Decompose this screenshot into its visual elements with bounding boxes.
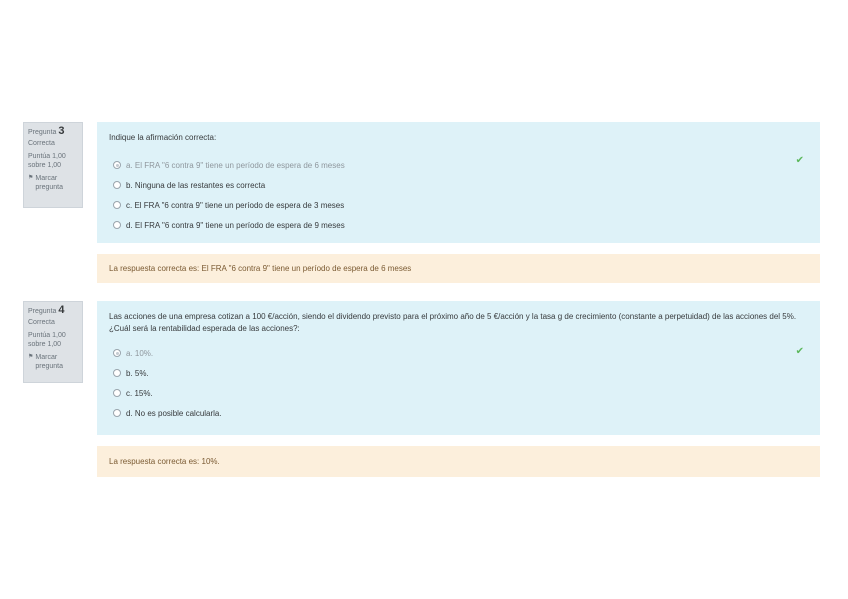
answer-label: d. No es posible calcularla. [126,408,222,418]
answer-option-a[interactable] [109,343,808,363]
radio-button[interactable] [113,161,121,169]
feedback-3 [97,254,820,283]
radio-button[interactable] [113,221,121,229]
question-number-line [28,127,78,137]
answer-label: c. El FRA "6 contra 9" tiene un período de espera de 3 meses [126,200,345,210]
answer-label: b. 5%. [126,368,149,378]
question-text: Las acciones de una empresa cotizan a 100 €/acción, siendo el dividendo previsto para el próximo año de 5 €/acción y la tasa g de crecimiento (constante a perpetuidad) de las acciones del 5%. ¿Cuál será la rentabilidad esperada de las acciones?: [109,312,797,333]
question-grade: Puntúa 1,00 sobre 1,00 [28,153,66,169]
question-info-4 [23,301,83,383]
answer-label: b. Ninguna de las restantes es correcta [126,180,266,190]
correct-check-icon: ✔ [795,155,804,166]
answer-label: c. 15%. [126,388,153,398]
question-number-line [28,306,78,316]
question-label: Pregunta [28,308,57,315]
answer-label: a. 10%. [126,348,154,358]
answer-option-a[interactable] [109,155,808,175]
flag-icon: ⚑ [28,354,34,360]
answer-option-d[interactable] [109,215,808,235]
correct-answer-text: La respuesta correcta es: El FRA "6 contra 9" tiene un período de espera de 6 meses [109,264,412,273]
question-number: 4 [58,304,65,316]
answer-option-d[interactable] [109,403,808,423]
answer-label: a. El FRA "6 contra 9" tiene un período de espera de 6 meses [126,160,345,170]
question-state: Correcta [28,140,55,147]
answer-label: d. El FRA "6 contra 9" tiene un período de espera de 9 meses [126,220,345,230]
radio-button[interactable] [113,389,121,397]
correct-check-icon: ✔ [795,346,804,357]
feedback-4 [97,446,820,477]
flag-question-label: Marcar pregunta [35,175,64,191]
correct-answer-text: La respuesta correcta es: 10%. [109,457,220,466]
radio-button[interactable] [113,181,121,189]
question-label: Pregunta [28,129,57,136]
flag-icon: ⚑ [28,175,34,181]
radio-button[interactable] [113,349,121,357]
flag-question-link[interactable] [28,174,78,192]
question-content-4 [97,301,820,435]
question-text: Indique la afirmación correcta: [109,133,217,142]
answer-option-b[interactable] [109,363,808,383]
answer-option-b[interactable] [109,175,808,195]
question-number: 3 [58,125,65,137]
radio-button[interactable] [113,409,121,417]
question-content-3 [97,122,820,243]
answer-option-c[interactable] [109,195,808,215]
radio-button[interactable] [113,369,121,377]
question-info-3 [23,122,83,208]
question-grade: Puntúa 1,00 sobre 1,00 [28,332,66,348]
answer-list [109,343,808,423]
flag-question-link[interactable] [28,353,78,371]
answer-list [109,155,808,235]
radio-button[interactable] [113,201,121,209]
question-state: Correcta [28,319,55,326]
answer-option-c[interactable] [109,383,808,403]
flag-question-label: Marcar pregunta [35,354,64,370]
